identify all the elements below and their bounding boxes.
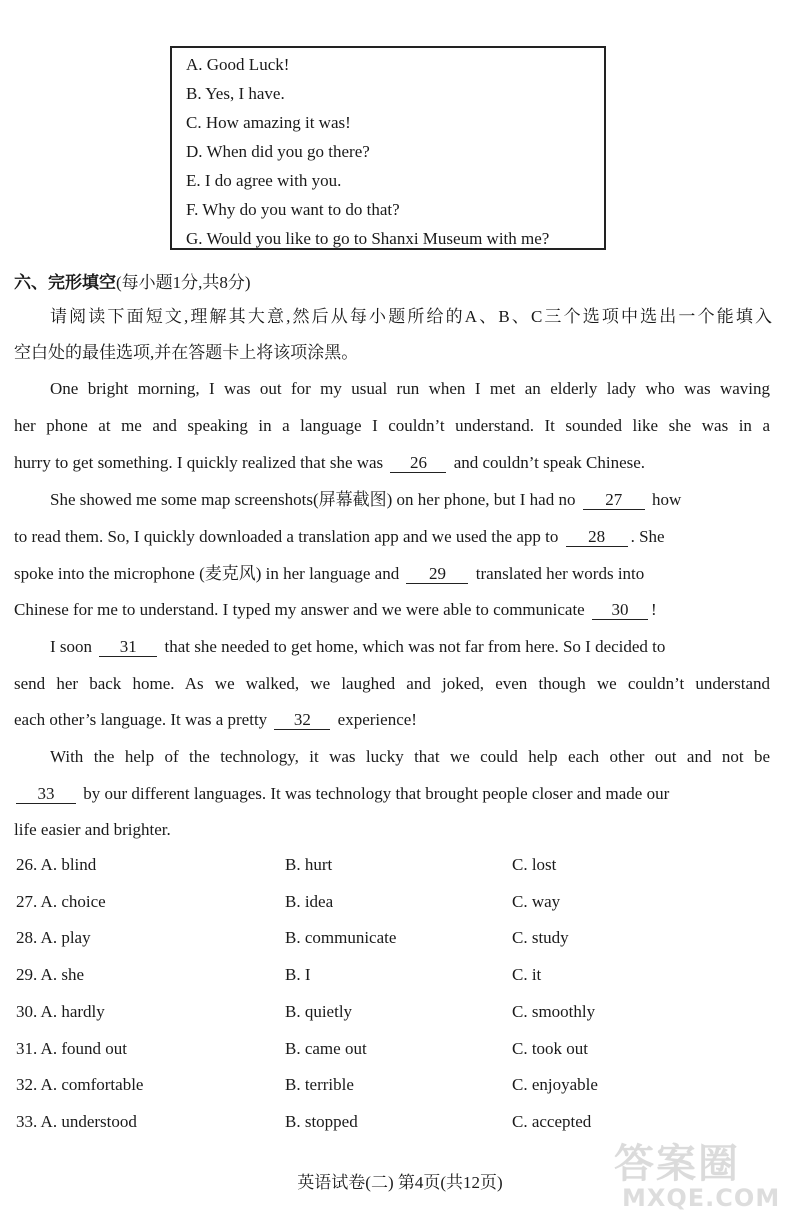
passage-p2-line-3 (14, 563, 772, 585)
option-d: D. When did you go there? (186, 142, 370, 161)
question-32-option-b: B. terrible (285, 1075, 354, 1094)
passage-text: I soon (50, 637, 93, 656)
passage-p2-line-1 (50, 489, 800, 511)
question-26-option-c: C. lost (512, 855, 557, 874)
passage-p3-line-2: send her back home. As we walked, we laughed and joked, even though we couldn’t understand (14, 674, 770, 693)
passage-text: translated her words into (475, 564, 645, 583)
watermark-logo: 答案圈 (614, 1141, 740, 1187)
passage-text: how (651, 490, 682, 509)
passage-p3-line-3 (14, 709, 772, 731)
question-33-option-a: 33. A. understood (16, 1112, 137, 1131)
question-26-option-b: B. hurt (285, 855, 333, 874)
passage-p2-line-2 (14, 526, 772, 548)
question-32-option-a: 32. A. comfortable (16, 1075, 144, 1094)
question-26-option-a: 26. A. blind (16, 855, 97, 874)
question-31-option-b: B. came out (285, 1039, 367, 1058)
question-27-option-a: 27. A. choice (16, 892, 106, 911)
passage-p4-line-3: life easier and brighter. (14, 820, 171, 839)
option-f: F. Why do you want to do that? (186, 200, 400, 219)
instructions-line-2: 空白处的最佳选项,并在答题卡上将该项涂黑。 (14, 343, 359, 362)
passage-text: by our different languages. It was technology that brought people closer and made our (83, 784, 670, 803)
option-c: C. How amazing it was! (186, 113, 351, 132)
blank-30: 30 (592, 600, 648, 620)
option-g: G. Would you like to go to Shanxi Museum with me? (186, 229, 550, 248)
question-28-option-b: B. communicate (285, 928, 397, 947)
passage-text: and couldn’t speak Chinese. (453, 453, 646, 472)
passage-text: She showed me some map screenshots(屏幕截图) on her phone, but I had no (50, 490, 576, 509)
question-29-option-b: B. I (285, 965, 311, 984)
watermark-url: MXQE.COM (622, 1184, 781, 1212)
question-28-option-c: C. study (512, 928, 569, 947)
passage-text: to read them. So, I quickly downloaded a translation app and we used the app to (14, 527, 559, 546)
blank-32: 32 (274, 710, 330, 730)
passage-text: experience! (337, 710, 417, 729)
passage-p3-line-1 (50, 636, 800, 658)
instructions-line-1: 请阅读下面短文,理解其大意,然后从每小题所给的A、B、C三个选项中选出一个能填入 (50, 307, 772, 326)
question-30-option-a: 30. A. hardly (16, 1002, 105, 1021)
question-28-option-a: 28. A. play (16, 928, 91, 947)
passage-p4-line-2 (14, 783, 772, 805)
dialogue-options-box (170, 46, 606, 250)
section-title (14, 268, 251, 293)
section-score: (每小题1分,共8分) (116, 273, 251, 292)
blank-31: 31 (99, 637, 157, 657)
question-29-option-a: 29. A. she (16, 965, 84, 984)
option-a: A. Good Luck! (186, 55, 290, 74)
blank-26: 26 (390, 453, 446, 473)
passage-p1-line-2: her phone at me and speaking in a language I couldn’t understand. It sounded like she was in a (14, 416, 770, 435)
passage-p2-line-4 (14, 599, 772, 621)
question-31-option-c: C. took out (512, 1039, 589, 1058)
passage-text: . She (630, 527, 665, 546)
blank-29: 29 (406, 564, 468, 584)
question-33-option-b: B. stopped (285, 1112, 358, 1131)
passage-p1-line-1: One bright morning, I was out for my usual run when I met an elderly lady who was waving (50, 379, 770, 398)
passage-text: each other’s language. It was a pretty (14, 710, 268, 729)
section-heading: 六、完形填空 (14, 273, 116, 292)
blank-33: 33 (16, 784, 76, 804)
passage-text: hurry to get something. I quickly realized that she was (14, 453, 384, 472)
blank-28: 28 (566, 527, 628, 547)
passage-p1-line-3 (14, 452, 772, 474)
option-b: B. Yes, I have. (186, 84, 285, 103)
question-27-option-c: C. way (512, 892, 561, 911)
passage-text: that she needed to get home, which was not far from here. So I decided to (164, 637, 666, 656)
question-27-option-b: B. idea (285, 892, 334, 911)
passage-p4-line-1: With the help of the technology, it was lucky that we could help each other out and not be (50, 747, 770, 766)
passage-text: Chinese for me to understand. I typed my answer and we were able to communicate (14, 600, 585, 619)
blank-27: 27 (583, 490, 645, 510)
question-30-option-c: C. smoothly (512, 1002, 596, 1021)
passage-text: spoke into the microphone (麦克风) in her language and (14, 564, 400, 583)
question-30-option-b: B. quietly (285, 1002, 353, 1021)
page-footer: 英语试卷(二) 第4页(共12页) (297, 1173, 503, 1192)
question-31-option-a: 31. A. found out (16, 1039, 127, 1058)
option-e: E. I do agree with you. (186, 171, 342, 190)
watermark (598, 1132, 794, 1216)
question-33-option-c: C. accepted (512, 1112, 592, 1131)
question-32-option-c: C. enjoyable (512, 1075, 598, 1094)
question-29-option-c: C. it (512, 965, 542, 984)
passage-text: ! (650, 600, 657, 619)
